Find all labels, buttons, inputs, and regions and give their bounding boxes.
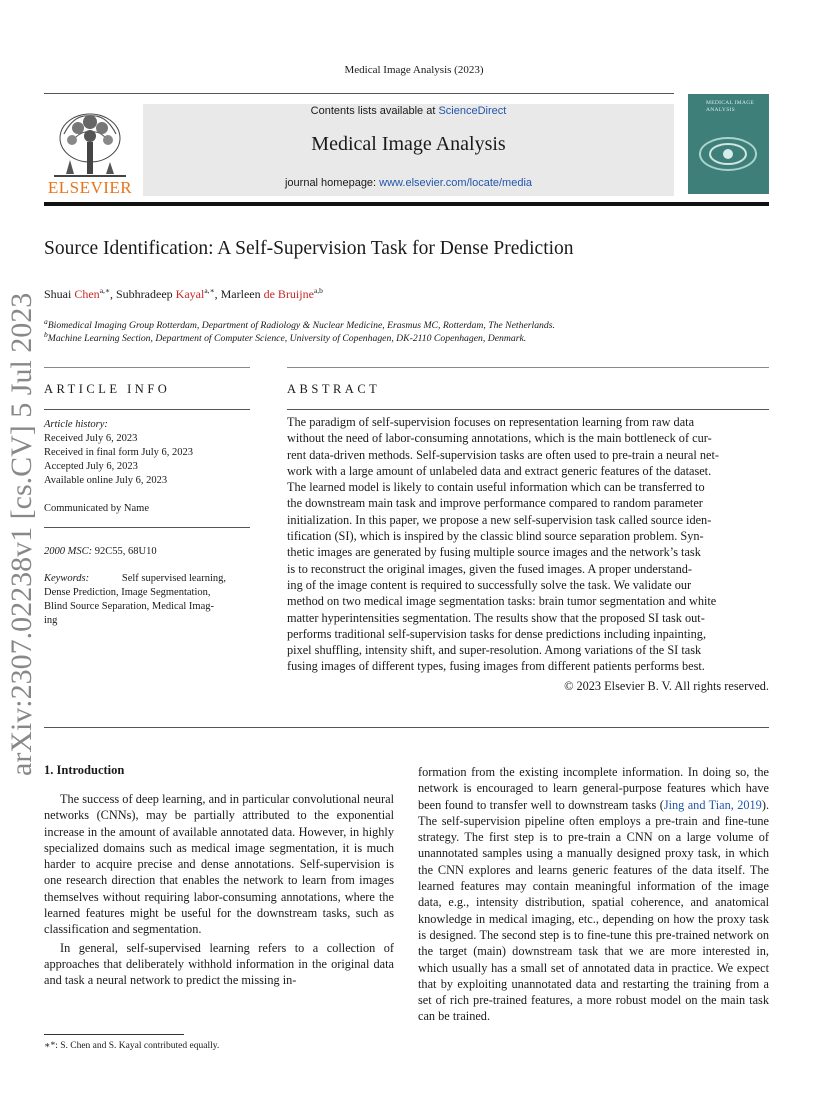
abstract-line: pixel shuffling, intensity shift, and super-resolution. Among variations of the SI task	[287, 643, 702, 658]
intro-paragraph-continued	[418, 764, 769, 1025]
contents-line	[143, 105, 674, 117]
abstract-bottom-rule	[44, 727, 769, 728]
abstract-line: The learned model is likely to contain useful information which can be transferred to	[287, 480, 705, 495]
keyword-line: Blind Source Separation, Medical Imag-	[44, 601, 214, 612]
running-head: Medical Image Analysis (2023)	[344, 64, 484, 76]
article-history	[44, 418, 250, 516]
abstract-line: ing of the image content is required to successfully solve the task. We validate our	[287, 577, 692, 592]
affil-mark: b	[44, 330, 48, 339]
abstract-line: method on two medical image segmentation tasks: brain tumor segmentation and white	[287, 594, 717, 609]
abstract-top-rule	[287, 367, 769, 368]
cover-title: MEDICAL IMAGE ANALYSIS	[706, 100, 755, 113]
abstract-line: work with a large amount of unlabeled data and extract generic features of the dataset.	[287, 463, 712, 478]
header-thick-rule	[44, 202, 769, 206]
history-item: Received in final form July 6, 2023	[44, 447, 194, 458]
intro-left-column	[44, 791, 394, 989]
journal-cover	[688, 94, 769, 194]
footnote: ∗*: S. Chen and S. Kayal contributed equally.	[44, 1041, 220, 1051]
history-item: Received July 6, 2023	[44, 433, 138, 444]
info-mid-rule	[44, 527, 250, 528]
header-top-rule	[44, 93, 674, 94]
history-item: Available online July 6, 2023	[44, 475, 168, 486]
article-info-heading: ARTICLE INFO	[44, 382, 171, 396]
keyword-line: Dense Prediction, Image Segmentation,	[44, 587, 211, 598]
author-last: de Bruijne	[263, 287, 314, 301]
author-affil-mark: a,∗	[99, 286, 110, 295]
keywords-label: Keywords:	[44, 573, 90, 584]
author-separator: ,	[110, 287, 116, 301]
abstract-line: fusing images of different types, fusing images from different patients performs best.	[287, 659, 705, 674]
abstract-line: rent data-driven methods. Self-supervision tasks are often used to pre-train a neural net-	[287, 447, 719, 462]
author-affil-mark: a,∗	[204, 286, 215, 295]
author-last: Chen	[74, 287, 100, 301]
abstract-line: is to reconstruct the original images, given the fused images. A proper understand-	[287, 561, 693, 576]
homepage-line	[143, 177, 674, 189]
abstract-heading: ABSTRACT	[287, 382, 381, 396]
intro-text: formation from the existing incomplete information. In doing so, the network is encouraged to learn general-purpose features which have been found to transfer well to downstream tasks (	[418, 765, 769, 812]
abstract-line: thetic images are generated by fusing multiple source images and the network’s task	[287, 545, 701, 560]
abstract-line: The paradigm of self-supervision focuses on representation learning from raw data	[287, 415, 695, 429]
author-affil-mark: a,b	[313, 286, 323, 295]
affil-mark: a	[44, 317, 48, 326]
author-first: Shuai	[44, 287, 75, 301]
affil-text: Machine Learning Section, Department of Computer Science, University of Copenhagen, DK-2110 Copenhagen, Denmark.	[47, 333, 527, 345]
abstract-line: tification (SI), which is inspired by the classic blind source separation problem. Syn-	[287, 529, 704, 544]
citation-link[interactable]: Jing and Tian, 2019	[663, 797, 762, 812]
elsevier-logo	[44, 104, 136, 199]
communicated-by: Communicated by Name	[44, 503, 149, 514]
arxiv-stamp: arXiv:2307.02238v1 [cs.CV] 5 Jul 2023	[5, 292, 38, 776]
info-top-rule	[44, 367, 250, 368]
author-list	[44, 286, 323, 302]
homepage-link[interactable]: www.elsevier.com/locate/media	[379, 177, 533, 189]
msc-value: 92C55, 68U10	[92, 546, 157, 557]
abstract-line: performs traditional self-supervision tasks for dense predictions including inpainting,	[287, 626, 707, 641]
intro-heading: 1. Introduction	[44, 763, 125, 777]
history-label: Article history:	[44, 419, 108, 430]
affiliation-b	[44, 330, 526, 344]
author-first: Subhradeep	[116, 287, 176, 301]
cover-graphic-icon	[696, 132, 761, 176]
author-separator: ,	[214, 287, 221, 301]
intro-right-column	[418, 764, 769, 1025]
abstract-line: the downstream main task and improve performance compared to random parameter	[287, 496, 703, 511]
info-heading-rule	[44, 409, 250, 410]
keywords-first-line	[44, 572, 226, 586]
journal-name: Medical Image Analysis	[311, 133, 506, 155]
abstract-heading-rule	[287, 409, 769, 410]
author-last: Kayal	[175, 287, 205, 301]
abstract-line: matter hyperintensities segmentation. The results show that the proposed SI task out-	[287, 610, 705, 625]
abstract-line: initialization. In this paper, we propose a new self-supervision task called source iden-	[287, 512, 712, 527]
paper-title: Source Identification: A Self-Supervision Task for Dense Prediction	[44, 238, 574, 259]
copyright-notice: © 2023 Elsevier B. V. All rights reserved.	[564, 679, 769, 693]
author-first: Marleen	[220, 287, 264, 301]
intro-text: ). The self-supervision pipeline often employs a pre-train and fine-tune strategy. The first step is to pre-train a CNN on a large volume of unannotated samples using a manually designed proxy task, in which the CNN explores and learns generic features of the data itself. The learned features may contain meaningful information of the image data, e.g., intensity distribution, spatial coherence, and anatomical knowledge in medical imaging, etc., depending on how the proxy task is designed. The second step is to fine-tune this pre-trained network on the target (main) downstream task that we are more interested in, which usually has a small set of annotated data in practice. We expect that by exploiting unannotated data and restarting the training from a set of rich pre-trained features, a more robust model on the main task can be trained.	[418, 797, 770, 1024]
keyword-line: Self supervised learning,	[121, 573, 226, 584]
msc-label: 2000 MSC:	[44, 546, 93, 557]
keyword-line: ing	[44, 615, 58, 626]
affil-text: Biomedical Imaging Group Rotterdam, Department of Radiology & Nuclear Medicine, Erasmus MC, Rotterdam, The Netherlands.	[47, 320, 555, 332]
intro-paragraph: In general, self-supervised learning refers to a collection of approaches that deliberately withhold information in the original data and task a neural network to predict the missing in-	[44, 940, 394, 988]
history-item: Accepted July 6, 2023	[44, 461, 138, 472]
intro-paragraph: The success of deep learning, and in particular convolutional neural networks (CNNs), may be partially attributed to the exponential increase in the amount of available annotated data. However, in highly specialized domains such as medical image segmentation, it is much harder to acquire precise and dense annotations. Self-supervision is one research direction that enables the network to learn from images themselves without requiring labor-consuming annotations, where the learned features might be useful for the downstream tasks, such as classification and segmentation.	[44, 792, 394, 937]
msc-codes	[44, 545, 157, 559]
elsevier-wordmark: ELSEVIER	[47, 178, 133, 197]
footnote-rule	[44, 1034, 184, 1035]
contents-prefix: Contents lists available at	[310, 105, 439, 117]
sciencedirect-link[interactable]: ScienceDirect	[438, 105, 507, 117]
keywords	[44, 572, 226, 628]
homepage-prefix: journal homepage:	[284, 177, 380, 189]
abstract-body	[287, 414, 769, 675]
abstract-line: without the need of labor-consuming annotations, which is the main bottleneck of cur-	[287, 431, 712, 446]
